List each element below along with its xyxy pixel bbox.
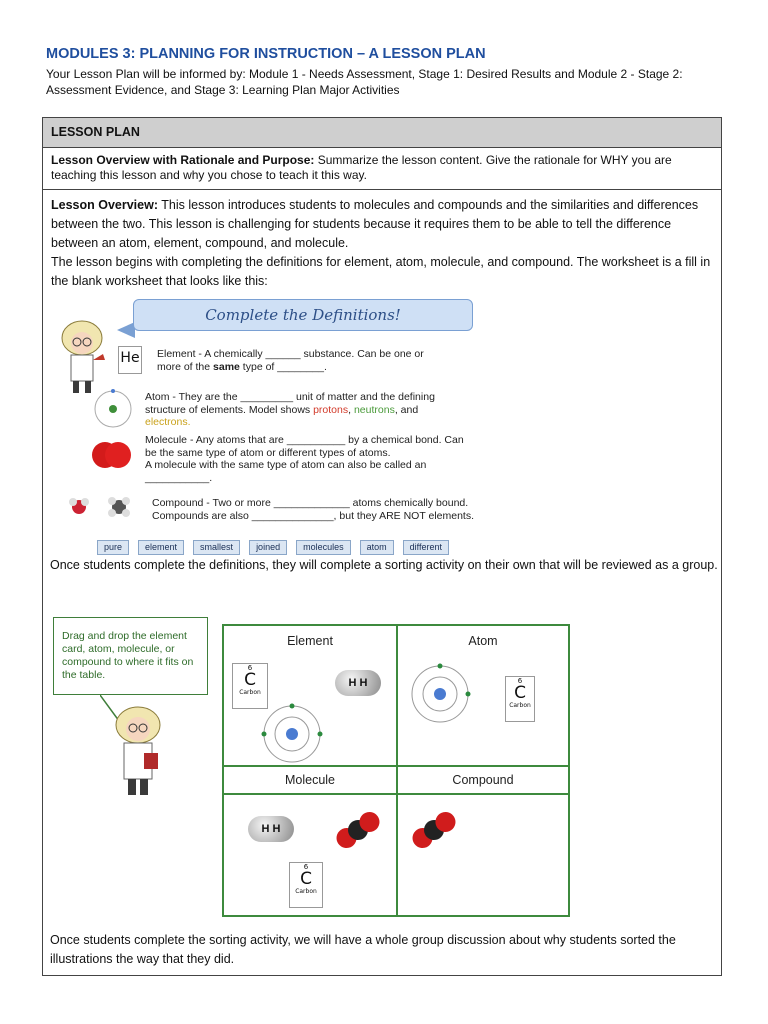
carbon-number: 6 [517, 677, 523, 685]
word-bank-chip[interactable]: molecules [296, 540, 351, 555]
co2-compound-card[interactable] [410, 810, 458, 850]
neutrons-word: neutrons [353, 403, 395, 416]
element-definition [157, 348, 487, 373]
carbon-atom-model[interactable] [260, 702, 324, 766]
word-bank-chip[interactable]: joined [249, 540, 287, 555]
compound-def-line1: Compound - Two or more _____________ atoms chemically bound. [152, 497, 469, 509]
carbon-symbol: C [514, 683, 526, 703]
word-bank-chip[interactable]: smallest [193, 540, 240, 555]
molecule-icon [92, 438, 132, 472]
carbon-name: Carbon [239, 689, 261, 696]
h2-molecule-card-2[interactable]: H H [248, 816, 294, 842]
word-bank-chip[interactable]: different [403, 540, 449, 555]
sorting-table [222, 624, 570, 917]
word-bank-chip[interactable]: element [138, 540, 184, 555]
definitions-worksheet [55, 298, 495, 556]
co2-molecule-card[interactable] [334, 810, 382, 850]
carbon-number: 6 [247, 664, 253, 672]
carbon-card-molecule[interactable] [289, 862, 323, 908]
protons-word: protons [313, 403, 349, 416]
atom-def-line1: Atom - They are the _________ unit of matter and the defining [145, 391, 435, 403]
overview-text: Summarize the lesson content. Give the rationale for WHY you are teaching this lesson and why you chose to teach it this way. [51, 153, 672, 182]
discussion-paragraph: Once students complete the sorting activity, we will have a whole group discussion about why students sorted the illustrations the way that they did. [50, 933, 676, 966]
table-header: LESSON PLAN [43, 118, 721, 148]
molecule-definition [145, 434, 475, 484]
worksheet-heading: Complete the Definitions! [133, 299, 473, 331]
molecule-def-line3: A molecule with the same type of atom can also be called an [145, 459, 427, 471]
lesson-text: This lesson introduces students to molecules and compounds and the similarities and differences between the two. This lesson is challenging for students because it requires them to be able to tell the difference between an atom, element, compound, and molecule. [51, 198, 699, 250]
element-def-bold: same [213, 360, 240, 373]
element-def-line1: Element - A chemically ______ substance. Can be one or [157, 348, 424, 360]
intro-text: Your Lesson Plan will be informed by: Module 1 - Needs Assessment, Stage 1: Desired Results and Module 2 - Stage 2: Assessment Evidence, and Stage 3: Learning Plan Major Activities [46, 67, 683, 97]
comma-text: , [348, 403, 354, 416]
atom-model-icon [91, 387, 135, 431]
scientist-pointing-icon [100, 695, 190, 815]
carbon-name: Carbon [509, 702, 531, 709]
element-def-line2a: more of the [157, 360, 214, 373]
carbon-symbol: C [300, 869, 312, 889]
lesson-text-2: The lesson begins with completing the definitions for element, atom, molecule, and compound. The worksheet is a fill in the blank worksheet that looks like this: [51, 255, 711, 288]
helium-symbol: He [120, 350, 140, 366]
carbon-card-atom[interactable] [505, 676, 535, 722]
overview-label: Lesson Overview with Rationale and Purpose: [51, 153, 315, 167]
atom-definition [145, 391, 475, 429]
word-bank [97, 540, 449, 555]
compound-def-line2: Compounds are also ______________, but they ARE NOT elements. [152, 509, 475, 522]
compound-icons [65, 493, 131, 523]
atom-model-card[interactable] [408, 662, 472, 726]
carbon-name: Carbon [295, 888, 317, 895]
header-element: Element [287, 634, 333, 648]
helium-tile [118, 346, 142, 374]
h2-molecule-card[interactable]: H H [335, 670, 381, 696]
word-bank-chip[interactable]: pure [97, 540, 129, 555]
instruction-callout: Drag and drop the element card, atom, molecule, or compound to where it fits on the table. [53, 617, 208, 695]
scientist-icon [55, 316, 109, 396]
element-def-line2b: type of ________. [239, 360, 327, 373]
lesson-label: Lesson Overview: [51, 198, 158, 212]
and-text: , and [394, 403, 419, 416]
lesson-overview-cell [43, 190, 721, 297]
molecule-def-line1: Molecule - Any atoms that are __________ by a chemical bond. Can [145, 434, 464, 446]
atom-def-line2: structure of elements. Model shows [145, 403, 314, 416]
overview-row [43, 148, 721, 190]
word-bank-chip[interactable]: atom [360, 540, 394, 555]
electrons-word: electrons. [145, 416, 191, 428]
compound-definition [152, 497, 482, 522]
sorting-paragraph: Once students complete the definitions, they will complete a sorting activity on their own that will be reviewed as a group. [50, 558, 718, 572]
molecule-def-line4: ___________. [145, 471, 213, 484]
carbon-number: 6 [303, 863, 309, 871]
header-atom: Atom [468, 634, 498, 648]
molecule-def-line2: be the same type of atom or different types of atoms. [145, 446, 391, 459]
carbon-symbol: C [244, 670, 256, 690]
document-title: MODULES 3: PLANNING FOR INSTRUCTION – A LESSON PLAN [46, 46, 486, 62]
header-compound: Compound [452, 773, 514, 787]
header-molecule: Molecule [284, 773, 336, 787]
